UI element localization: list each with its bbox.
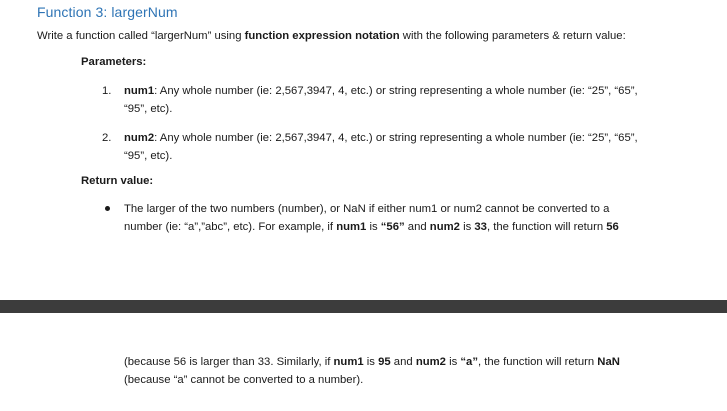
list-number: 2. — [102, 132, 112, 144]
num2-example-value: “a” — [460, 356, 478, 368]
document-page-bottom — [0, 313, 727, 411]
connector-text: is — [459, 221, 475, 233]
page-title: Function 3: largerNum — [37, 4, 178, 20]
parameter-desc-line1: : Any whole number (ie: 2,567,3947, 4, etc.) or string representing a whole number (ie: “25”, “65”, — [154, 132, 638, 144]
return-desc-text: , the function will return — [486, 221, 607, 233]
intro-text: Write a function called “largerNum” using — [37, 30, 245, 42]
num1-example-value: 95 — [378, 356, 391, 368]
parameter-name: num2 — [124, 132, 155, 144]
parameter-desc-line2: “95”, etc). — [124, 103, 173, 115]
num2-ref: num2 — [415, 356, 446, 368]
continuation-paragraph — [124, 353, 704, 389]
intro-text-end: with the following parameters & return value: — [399, 30, 626, 42]
return-value-heading: Return value: — [81, 175, 154, 187]
num2-example-value: 33 — [474, 221, 487, 233]
bullet-icon — [105, 206, 110, 211]
intro-bold-text: function expression notation — [244, 30, 400, 42]
example-result: 56 — [606, 221, 619, 233]
num1-example-value: “56” — [380, 221, 405, 233]
connector-text: and — [390, 356, 416, 368]
parameter-name: num1 — [124, 85, 155, 97]
list-number: 1. — [102, 85, 112, 97]
connector-text: is — [445, 356, 461, 368]
connector-text: and — [404, 221, 430, 233]
return-desc-text: number (ie: “a”,”abc”, etc). For example, if — [124, 221, 337, 233]
continuation-text: (because 56 is larger than 33. Similarly, if — [124, 356, 334, 368]
parameter-description — [124, 129, 694, 165]
intro-paragraph — [37, 30, 626, 42]
parameter-description — [124, 82, 694, 118]
example-result: NaN — [597, 356, 620, 368]
continuation-line2: (because “a” cannot be converted to a number). — [124, 374, 364, 386]
num1-ref: num1 — [333, 356, 364, 368]
continuation-text: , the function will return — [477, 356, 598, 368]
num1-ref: num1 — [336, 221, 367, 233]
parameter-desc-line2: “95”, etc). — [124, 150, 173, 162]
connector-text: is — [366, 221, 381, 233]
connector-text: is — [363, 356, 379, 368]
parameter-desc-line1: : Any whole number (ie: 2,567,3947, 4, etc.) or string representing a whole number (ie: “25”, “65”, — [154, 85, 638, 97]
parameters-heading: Parameters: — [81, 56, 147, 68]
page-break-divider — [0, 300, 727, 313]
return-desc-line1: The larger of the two numbers (number), or NaN if either num1 or num2 cannot be converted to a — [124, 203, 610, 215]
return-value-description — [124, 200, 694, 236]
num2-ref: num2 — [429, 221, 460, 233]
